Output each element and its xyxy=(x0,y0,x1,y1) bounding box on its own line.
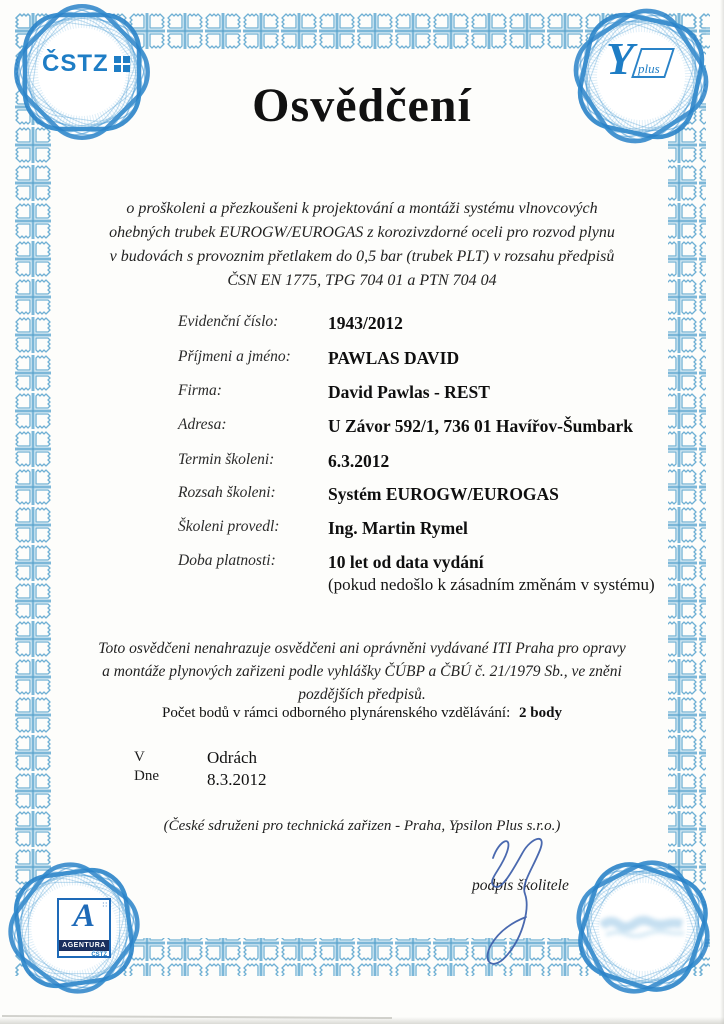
cstz-logo-text: ČSTZ xyxy=(42,50,109,77)
field-value: 1943/2012 xyxy=(328,313,403,333)
field-value: U Závor 592/1, 736 01 Havířov-Šumbark xyxy=(328,416,633,436)
agentura-name: AGENTURA xyxy=(59,940,109,951)
cstz-logo xyxy=(42,50,130,78)
field-value-secondary: (pokud nedošlo k zásadním změnám v systému) xyxy=(328,575,655,594)
place-value: Odrách xyxy=(207,748,258,767)
field-label: Doba platnosti: xyxy=(178,552,276,569)
points-line xyxy=(62,705,662,722)
field-row-rozsah-skoleni xyxy=(0,484,724,510)
intro-line: ohebných trubek EUROGW/EUROGAS z korozivzdorné oceli pro rozvod plynu xyxy=(109,224,615,241)
field-value: PAWLAS DAVID xyxy=(328,348,460,368)
agentura-org-label: ČSTZ xyxy=(91,952,107,958)
field-value: Systém EUROGW/EUROGAS xyxy=(328,484,559,504)
field-row-termin-skoleni xyxy=(0,451,724,477)
field-label: Školeni provedl: xyxy=(178,518,280,535)
issuer-line: (České sdruženi pro technická zařizen - Praha, Ypsilon Plus s.r.o.) xyxy=(163,818,561,834)
field-label: Adresa: xyxy=(178,416,227,433)
signature-ink xyxy=(455,826,605,971)
field-row-firma xyxy=(0,382,724,408)
field-label: Příjmeni a jméno: xyxy=(178,348,291,365)
date-value: 8.3.2012 xyxy=(207,770,267,789)
note-line: a montáže plynových zařizeni podle vyhlášky ČÚBP a ČBÚ č. 21/1979 Sb., ve zněni xyxy=(102,663,622,680)
place-label: V xyxy=(134,749,145,765)
ypsilon-y-icon: Y xyxy=(606,33,635,84)
field-row-adresa xyxy=(0,416,724,442)
field-row-prijmeni-jmeno xyxy=(0,348,724,374)
field-row-skoleni-provedl xyxy=(0,518,724,544)
scan-artifact-bottom-edge xyxy=(0,1017,724,1024)
signature-caption: podpis školitele xyxy=(472,877,569,894)
intro-line: v budovách s provoznim přetlakem do 0,5 bar (trubek PLT) v rozsahu předpisů xyxy=(109,248,615,265)
agentura-squares-icon: ∷ xyxy=(102,901,107,909)
ypsilon-plus-label: plus xyxy=(638,61,660,76)
field-label: Firma: xyxy=(178,382,222,399)
field-label: Evidenční číslo: xyxy=(178,313,279,330)
agentura-a-icon: A xyxy=(72,898,95,934)
intro-line: ČSN EN 1775, TPG 704 01 a PTN 704 04 xyxy=(227,272,497,289)
field-label: Rozsah školeni: xyxy=(178,484,276,501)
field-row-evidencni-cislo xyxy=(0,313,724,339)
field-row-doba-platnosti-note xyxy=(0,575,724,601)
intro-line: o proškoleni a přezkoušeni k projektování a montáži systému vlnovcových xyxy=(126,200,598,217)
note-line: pozdějších předpisů. xyxy=(298,686,426,703)
certificate-title: Osvědčení xyxy=(252,79,472,132)
scan-artifact-right-edge xyxy=(720,0,724,1024)
note-paragraph xyxy=(62,637,662,706)
agentura-cstz-logo xyxy=(57,898,111,958)
points-label: Počet bodů v rámci odborného plynárenského vzdělávání: xyxy=(162,705,511,721)
cstz-squares-icon xyxy=(114,56,130,72)
field-value: David Pawlas - REST xyxy=(328,382,490,402)
faint-stamp xyxy=(598,908,693,948)
points-value: 2 body xyxy=(519,705,562,721)
field-value: Ing. Martin Rymel xyxy=(328,518,468,538)
field-value: 10 let od data vydání xyxy=(328,552,484,572)
date-label: Dne xyxy=(134,768,159,784)
field-value: 6.3.2012 xyxy=(328,451,390,471)
field-label: Termin školeni: xyxy=(178,451,275,468)
note-line: Toto osvědčeni nenahrazuje osvědčeni ani oprávněni vydávané ITI Praha pro opravy xyxy=(98,640,626,657)
intro-paragraph xyxy=(70,197,654,293)
